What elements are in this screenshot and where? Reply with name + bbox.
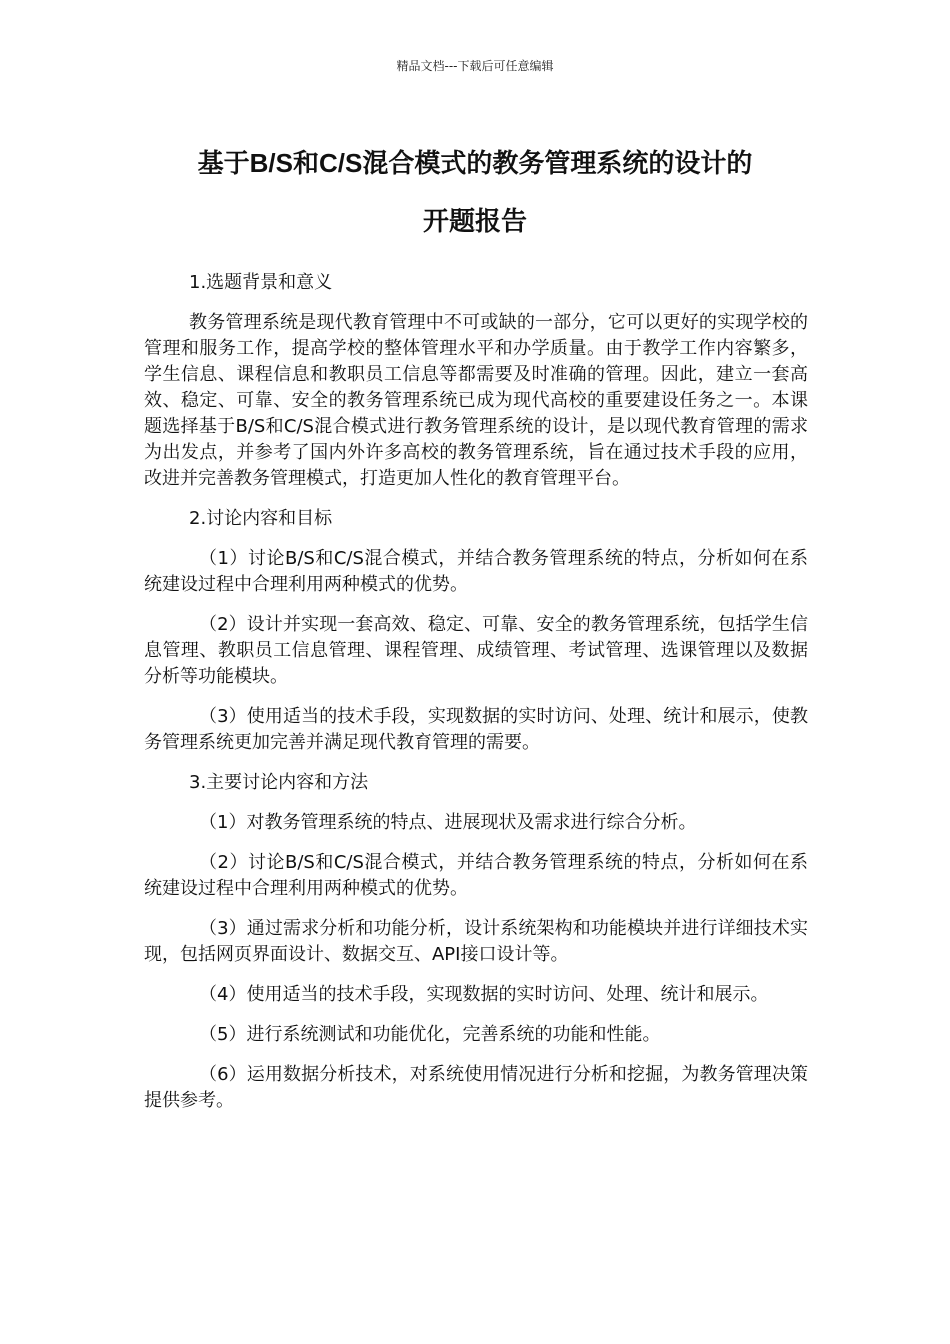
document-body bbox=[144, 270, 808, 1128]
page-header-note: 精品文档---下载后可任意编辑 bbox=[396, 59, 554, 73]
section-3-item-4: （4）使用适当的技术手段，实现数据的实时访问、处理、统计和展示。 bbox=[199, 984, 769, 1005]
section-2-item-2: （2）设计并实现一套高效、稳定、可靠、安全的教务管理系统，包括学生信息管理、教职员工信息管理、课程管理、成绩管理、考试管理、选课管理以及数据分析等功能模块。 bbox=[144, 614, 808, 687]
section-1-heading: 1.选题背景和意义 bbox=[189, 272, 333, 293]
section-3-item-5: （5）进行系统测试和功能优化，完善系统的功能和性能。 bbox=[199, 1024, 661, 1045]
section-3-item-2: （2）讨论B/S和C/S混合模式，并结合教务管理系统的特点，分析如何在系统建设过程中合理利用两种模式的优势。 bbox=[144, 852, 808, 899]
section-3-item-3: （3）通过需求分析和功能分析，设计系统架构和功能模块并进行详细技术实现，包括网页界面设计、数据交互、API接口设计等。 bbox=[144, 918, 808, 965]
document-title bbox=[100, 134, 850, 250]
section-3-heading: 3.主要讨论内容和方法 bbox=[189, 772, 369, 793]
section-2-item-3: （3）使用适当的技术手段，实现数据的实时访问、处理、统计和展示，使教务管理系统更加完善并满足现代教育管理的需要。 bbox=[144, 706, 808, 753]
document-title-line-2: 开题报告 bbox=[422, 206, 527, 236]
section-3-item-6: （6）运用数据分析技术，对系统使用情况进行分析和挖掘，为教务管理决策提供参考。 bbox=[144, 1064, 808, 1111]
section-1-paragraph: 教务管理系统是现代教育管理中不可或缺的一部分，它可以更好的实现学校的管理和服务工作，提高学校的整体管理水平和办学质量。由于教学工作内容繁多，学生信息、课程信息和教职员工信息等都需要及时准确的管理。因此，建立一套高效、稳定、可靠、安全的教务管理系统已成为现代高校的重要建设任务之一。本课题选择基于B/S和C/S混合模式进行教务管理系统的设计，是以现代教育管理的需求为出发点，并参考了国内外许多高校的教务管理系统，旨在通过技术手段的应用，改进并完善教务管理模式，打造更加人性化的教育管理平台。 bbox=[144, 312, 808, 489]
section-2-heading: 2.讨论内容和目标 bbox=[189, 508, 333, 529]
section-2-item-1: （1）讨论B/S和C/S混合模式，并结合教务管理系统的特点，分析如何在系统建设过程中合理利用两种模式的优势。 bbox=[144, 548, 808, 595]
section-3-item-1: （1）对教务管理系统的特点、进展现状及需求进行综合分析。 bbox=[199, 812, 697, 833]
document-title-line-1: 基于B/S和C/S混合模式的教务管理系统的设计的 bbox=[197, 148, 753, 178]
